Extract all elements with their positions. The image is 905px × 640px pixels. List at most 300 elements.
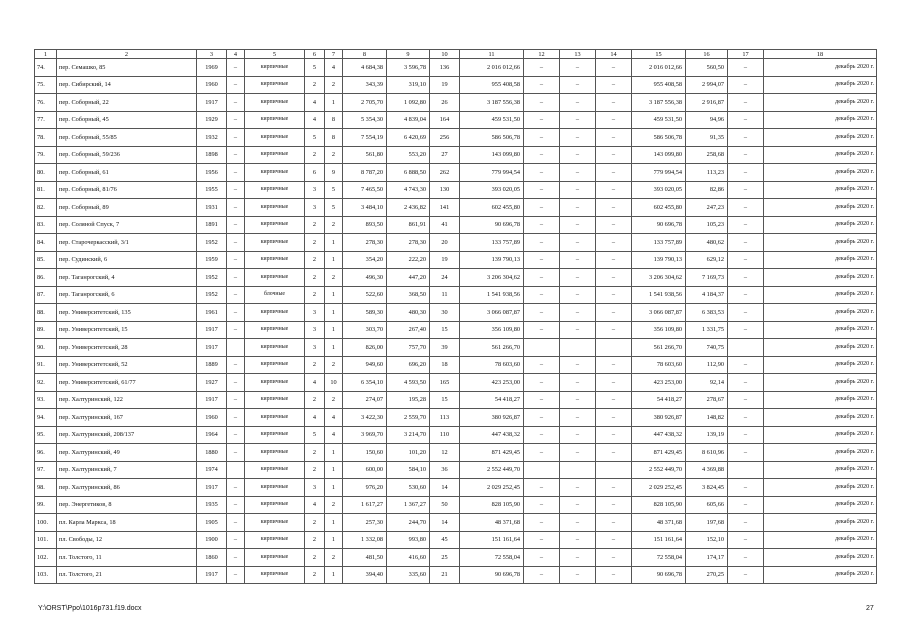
deadline-cell: декабрь 2020 г. [764,251,877,269]
column-17-cell: – [728,269,764,287]
total-area-cell: 589,30 [343,304,387,322]
living-area-cell: 4 593,50 [387,374,430,392]
sum-cell: 586 506,78 [632,129,686,147]
column-4-cell: – [227,374,245,392]
column-13-cell: – [560,409,596,427]
wall-material-cell: кирпичные [245,234,305,252]
column-13-cell: – [560,531,596,549]
deadline-cell: декабрь 2020 г. [764,164,877,182]
deadline-cell: декабрь 2020 г. [764,461,877,479]
column-17-cell: – [728,549,764,567]
entrances-cell: 1 [325,339,343,357]
total-cost-cell: 380 926,87 [460,409,524,427]
floors-cell: 2 [305,234,325,252]
column-13-cell: – [560,76,596,94]
living-area-cell: 244,70 [387,514,430,532]
column-14-cell: – [596,566,632,584]
column-4-cell: – [227,444,245,462]
residents-cell: 14 [430,514,460,532]
row-number: 100. [35,514,57,532]
residents-cell: 262 [430,164,460,182]
sum-cell: 3 066 087,87 [632,304,686,322]
total-cost-cell: 143 099,80 [460,146,524,164]
column-14-cell: – [596,549,632,567]
total-area-cell: 278,30 [343,234,387,252]
sum-cell: 151 161,64 [632,531,686,549]
address-cell: пер. Халтуринский, 49 [57,444,197,462]
deadline-cell: декабрь 2020 г. [764,514,877,532]
column-12-cell: – [524,391,560,409]
deadline-cell: декабрь 2020 г. [764,286,877,304]
wall-material-cell: кирпичные [245,461,305,479]
table-row [35,216,877,234]
sum-cell: 828 105,90 [632,496,686,514]
column-4-cell: – [227,59,245,77]
column-14-cell: – [596,321,632,339]
total-cost-cell: 151 161,64 [460,531,524,549]
wall-material-cell: кирпичные [245,129,305,147]
total-cost-cell: 72 558,04 [460,549,524,567]
cost-per-m2-cell: 278,67 [686,391,728,409]
address-cell: пер. Университетский, 61/77 [57,374,197,392]
column-13-cell: – [560,129,596,147]
column-12-cell: – [524,146,560,164]
table-row [35,409,877,427]
column-13-cell: – [560,374,596,392]
wall-material-cell: кирпичные [245,181,305,199]
cost-per-m2-cell: 258,68 [686,146,728,164]
living-area-cell: 195,28 [387,391,430,409]
year-cell: 1900 [197,531,227,549]
column-12-cell: – [524,304,560,322]
column-13-cell: – [560,286,596,304]
column-4-cell: – [227,111,245,129]
column-14-cell: – [596,514,632,532]
living-area-cell: 696,20 [387,356,430,374]
column-4-cell: – [227,409,245,427]
address-cell: пл. Толстого, 11 [57,549,197,567]
row-number: 76. [35,94,57,112]
living-area-cell: 993,80 [387,531,430,549]
address-cell: пер. Сибирский, 14 [57,76,197,94]
wall-material-cell: кирпичные [245,304,305,322]
column-13-cell: – [560,181,596,199]
total-area-cell: 481,50 [343,549,387,567]
deadline-cell: декабрь 2020 г. [764,496,877,514]
total-cost-cell: 1 541 938,56 [460,286,524,304]
sum-cell: 356 109,80 [632,321,686,339]
floors-cell: 2 [305,216,325,234]
sum-cell: 459 531,50 [632,111,686,129]
row-number: 86. [35,269,57,287]
total-cost-cell: 828 105,90 [460,496,524,514]
column-14-cell: – [596,251,632,269]
total-area-cell: 3 484,10 [343,199,387,217]
column-12-cell: – [524,94,560,112]
row-number: 75. [35,76,57,94]
column-4-cell: – [227,566,245,584]
column-14-cell: – [596,94,632,112]
wall-material-cell: кирпичные [245,111,305,129]
total-area-cell: 3 969,70 [343,426,387,444]
cost-per-m2-cell: 247,23 [686,199,728,217]
address-cell: пер. Халтуринский, 86 [57,479,197,497]
year-cell: 1935 [197,496,227,514]
residents-cell: 14 [430,479,460,497]
file-path-footer: Y:\ORST\Ppo\1016p731.f19.docx [38,605,142,612]
column-4-cell: – [227,129,245,147]
total-area-cell: 600,00 [343,461,387,479]
sum-cell: 955 408,58 [632,76,686,94]
column-14-cell: – [596,304,632,322]
floors-cell: 5 [305,129,325,147]
column-header: 5 [245,50,305,59]
wall-material-cell: кирпичные [245,199,305,217]
deadline-cell: декабрь 2020 г. [764,374,877,392]
residents-cell: 141 [430,199,460,217]
column-14-cell: – [596,76,632,94]
cost-per-m2-cell: 605,66 [686,496,728,514]
total-area-cell: 274,07 [343,391,387,409]
floors-cell: 2 [305,251,325,269]
table-row [35,496,877,514]
sum-cell: 447 438,32 [632,426,686,444]
year-cell: 1974 [197,461,227,479]
column-header: 11 [460,50,524,59]
sum-cell: 54 418,27 [632,391,686,409]
total-cost-cell: 459 531,50 [460,111,524,129]
column-header: 14 [596,50,632,59]
column-13-cell: – [560,479,596,497]
wall-material-cell: кирпичные [245,566,305,584]
entrances-cell: 1 [325,461,343,479]
table-row [35,549,877,567]
table-row [35,514,877,532]
residents-cell: 27 [430,146,460,164]
year-cell: 1955 [197,181,227,199]
entrances-cell: 4 [325,409,343,427]
living-area-cell: 861,91 [387,216,430,234]
column-17-cell: – [728,444,764,462]
deadline-cell: декабрь 2020 г. [764,59,877,77]
column-14-cell: – [596,356,632,374]
year-cell: 1960 [197,409,227,427]
column-17-cell: – [728,251,764,269]
deadline-cell: декабрь 2020 г. [764,426,877,444]
sum-cell: 779 994,54 [632,164,686,182]
cost-per-m2-cell: 480,62 [686,234,728,252]
column-13-cell: – [560,199,596,217]
row-number: 80. [35,164,57,182]
wall-material-cell: кирпичные [245,409,305,427]
total-cost-cell: 90 696,78 [460,216,524,234]
living-area-cell: 368,50 [387,286,430,304]
deadline-cell: декабрь 2020 г. [764,181,877,199]
residents-cell: 50 [430,496,460,514]
wall-material-cell: кирпичные [245,269,305,287]
row-number: 92. [35,374,57,392]
residents-cell: 24 [430,269,460,287]
wall-material-cell: кирпичные [245,374,305,392]
column-17-cell: – [728,76,764,94]
column-12-cell: – [524,321,560,339]
entrances-cell: 2 [325,356,343,374]
living-area-cell: 6 420,69 [387,129,430,147]
sum-cell: 90 696,78 [632,216,686,234]
table-row [35,164,877,182]
cost-per-m2-cell: 6 383,53 [686,304,728,322]
deadline-cell: декабрь 2020 г. [764,339,877,357]
row-number: 79. [35,146,57,164]
residents-cell: 12 [430,444,460,462]
floors-cell: 2 [305,444,325,462]
address-cell: пер. Соборный, 22 [57,94,197,112]
floors-cell: 5 [305,59,325,77]
address-cell: пер. Университетский, 15 [57,321,197,339]
total-area-cell: 343,39 [343,76,387,94]
deadline-cell: декабрь 2020 г. [764,444,877,462]
year-cell: 1917 [197,391,227,409]
wall-material-cell: кирпичные [245,321,305,339]
deadline-cell: декабрь 2020 г. [764,111,877,129]
wall-material-cell: кирпичные [245,479,305,497]
wall-material-cell: блочные [245,286,305,304]
wall-material-cell: кирпичные [245,356,305,374]
row-number: 85. [35,251,57,269]
residents-cell: 15 [430,391,460,409]
deadline-cell: декабрь 2020 г. [764,94,877,112]
table-row [35,479,877,497]
table-row [35,76,877,94]
column-12-cell: – [524,374,560,392]
sum-cell: 871 429,45 [632,444,686,462]
address-cell: пер. Соборный, 89 [57,199,197,217]
address-cell: пер. Соборный, 59/236 [57,146,197,164]
residents-cell: 30 [430,304,460,322]
column-17-cell: – [728,199,764,217]
column-13-cell: – [560,304,596,322]
living-area-cell: 222,20 [387,251,430,269]
total-cost-cell: 561 266,70 [460,339,524,357]
column-17-cell: – [728,111,764,129]
column-17-cell: – [728,59,764,77]
column-4-cell: – [227,181,245,199]
living-area-cell: 4 839,04 [387,111,430,129]
cost-per-m2-cell: 113,23 [686,164,728,182]
year-cell: 1952 [197,269,227,287]
total-cost-cell: 48 371,68 [460,514,524,532]
year-cell: 1917 [197,321,227,339]
floors-cell: 4 [305,374,325,392]
column-4-cell: – [227,234,245,252]
row-number: 78. [35,129,57,147]
sum-cell: 48 371,68 [632,514,686,532]
column-12-cell: – [524,356,560,374]
column-4-cell: – [227,146,245,164]
column-12-cell: – [524,426,560,444]
table-row [35,391,877,409]
column-12-cell: – [524,479,560,497]
table-row [35,339,877,357]
total-area-cell: 7 465,50 [343,181,387,199]
column-12-cell: – [524,251,560,269]
residents-cell: 11 [430,286,460,304]
deadline-cell: декабрь 2020 г. [764,391,877,409]
total-cost-cell: 2 029 252,45 [460,479,524,497]
table-row [35,234,877,252]
total-area-cell: 3 422,30 [343,409,387,427]
address-cell: пл. Толстого, 21 [57,566,197,584]
wall-material-cell: кирпичные [245,59,305,77]
living-area-cell: 1 092,80 [387,94,430,112]
column-4-cell: – [227,251,245,269]
floors-cell: 2 [305,549,325,567]
row-number: 94. [35,409,57,427]
total-cost-cell: 586 506,78 [460,129,524,147]
cost-per-m2-cell: 1 331,75 [686,321,728,339]
address-cell: пер. Соляной Спуск, 7 [57,216,197,234]
cost-per-m2-cell: 740,75 [686,339,728,357]
deadline-cell: декабрь 2020 г. [764,549,877,567]
total-area-cell: 522,60 [343,286,387,304]
column-14-cell: – [596,479,632,497]
column-13-cell: – [560,549,596,567]
address-cell: пер. Халтуринский, 7 [57,461,197,479]
column-14-cell: – [596,164,632,182]
column-header: 3 [197,50,227,59]
column-4-cell: – [227,514,245,532]
table-row [35,356,877,374]
living-area-cell: 447,20 [387,269,430,287]
floors-cell: 2 [305,566,325,584]
table-row [35,426,877,444]
column-header: 15 [632,50,686,59]
total-area-cell: 893,50 [343,216,387,234]
column-13-cell: – [560,496,596,514]
total-area-cell: 976,20 [343,479,387,497]
year-cell: 1917 [197,566,227,584]
living-area-cell: 530,60 [387,479,430,497]
address-cell: пер. Энергетиков, 8 [57,496,197,514]
cost-per-m2-cell: 4 369,88 [686,461,728,479]
floors-cell: 3 [305,181,325,199]
total-cost-cell: 54 418,27 [460,391,524,409]
row-number: 102. [35,549,57,567]
year-cell: 1932 [197,129,227,147]
column-13-cell: – [560,514,596,532]
column-13-cell: – [560,94,596,112]
living-area-cell: 757,70 [387,339,430,357]
residents-cell: 26 [430,94,460,112]
year-cell: 1956 [197,164,227,182]
cost-per-m2-cell: 4 184,37 [686,286,728,304]
page-number: 27 [866,605,874,612]
row-number: 81. [35,181,57,199]
living-area-cell: 2 436,82 [387,199,430,217]
document-page [34,49,876,584]
entrances-cell: 1 [325,321,343,339]
column-4-cell: – [227,76,245,94]
column-14-cell: – [596,146,632,164]
floors-cell: 4 [305,94,325,112]
residents-cell: 15 [430,321,460,339]
cost-per-m2-cell: 112,90 [686,356,728,374]
column-13-cell: – [560,59,596,77]
table-row [35,181,877,199]
year-cell: 1931 [197,199,227,217]
address-cell: пер. Соборный, 45 [57,111,197,129]
deadline-cell: декабрь 2020 г. [764,129,877,147]
wall-material-cell: кирпичные [245,76,305,94]
address-cell: пер. Халтуринский, 208/137 [57,426,197,444]
entrances-cell: 1 [325,286,343,304]
year-cell: 1960 [197,76,227,94]
cost-per-m2-cell: 82,86 [686,181,728,199]
column-14-cell: – [596,269,632,287]
column-17-cell: – [728,146,764,164]
sum-cell: 1 541 938,56 [632,286,686,304]
deadline-cell: декабрь 2020 г. [764,356,877,374]
column-4-cell: – [227,269,245,287]
total-cost-cell: 2 552 449,70 [460,461,524,479]
column-17-cell: – [728,426,764,444]
column-17-cell: – [728,409,764,427]
address-cell: пл. Свободы, 12 [57,531,197,549]
column-4-cell: – [227,479,245,497]
residents-cell: 110 [430,426,460,444]
entrances-cell: 2 [325,216,343,234]
table-row [35,111,877,129]
entrances-cell: 1 [325,531,343,549]
address-cell: пер. Университетский, 28 [57,339,197,357]
table-row [35,461,877,479]
row-number: 84. [35,234,57,252]
column-17-cell: – [728,129,764,147]
entrances-cell: 8 [325,111,343,129]
column-4-cell: – [227,549,245,567]
column-12-cell: – [524,496,560,514]
residents-cell: 45 [430,531,460,549]
column-header: 18 [764,50,877,59]
total-cost-cell: 78 603,60 [460,356,524,374]
row-number: 98. [35,479,57,497]
total-area-cell: 826,00 [343,339,387,357]
entrances-cell: 1 [325,444,343,462]
total-area-cell: 394,40 [343,566,387,584]
entrances-cell: 8 [325,129,343,147]
total-area-cell: 8 787,20 [343,164,387,182]
living-area-cell: 4 743,30 [387,181,430,199]
total-area-cell: 354,20 [343,251,387,269]
sum-cell: 139 790,13 [632,251,686,269]
column-12-cell: – [524,76,560,94]
column-4-cell [227,339,245,357]
column-header: 12 [524,50,560,59]
deadline-cell: декабрь 2020 г. [764,566,877,584]
cost-per-m2-cell: 2 994,07 [686,76,728,94]
column-header: 1 [35,50,57,59]
total-area-cell: 496,30 [343,269,387,287]
column-4-cell: – [227,164,245,182]
entrances-cell: 1 [325,251,343,269]
deadline-cell: декабрь 2020 г. [764,304,877,322]
deadline-cell: декабрь 2020 г. [764,409,877,427]
year-cell: 1891 [197,216,227,234]
column-13-cell: – [560,146,596,164]
column-13-cell: – [560,216,596,234]
entrances-cell: 1 [325,514,343,532]
entrances-cell: 4 [325,59,343,77]
